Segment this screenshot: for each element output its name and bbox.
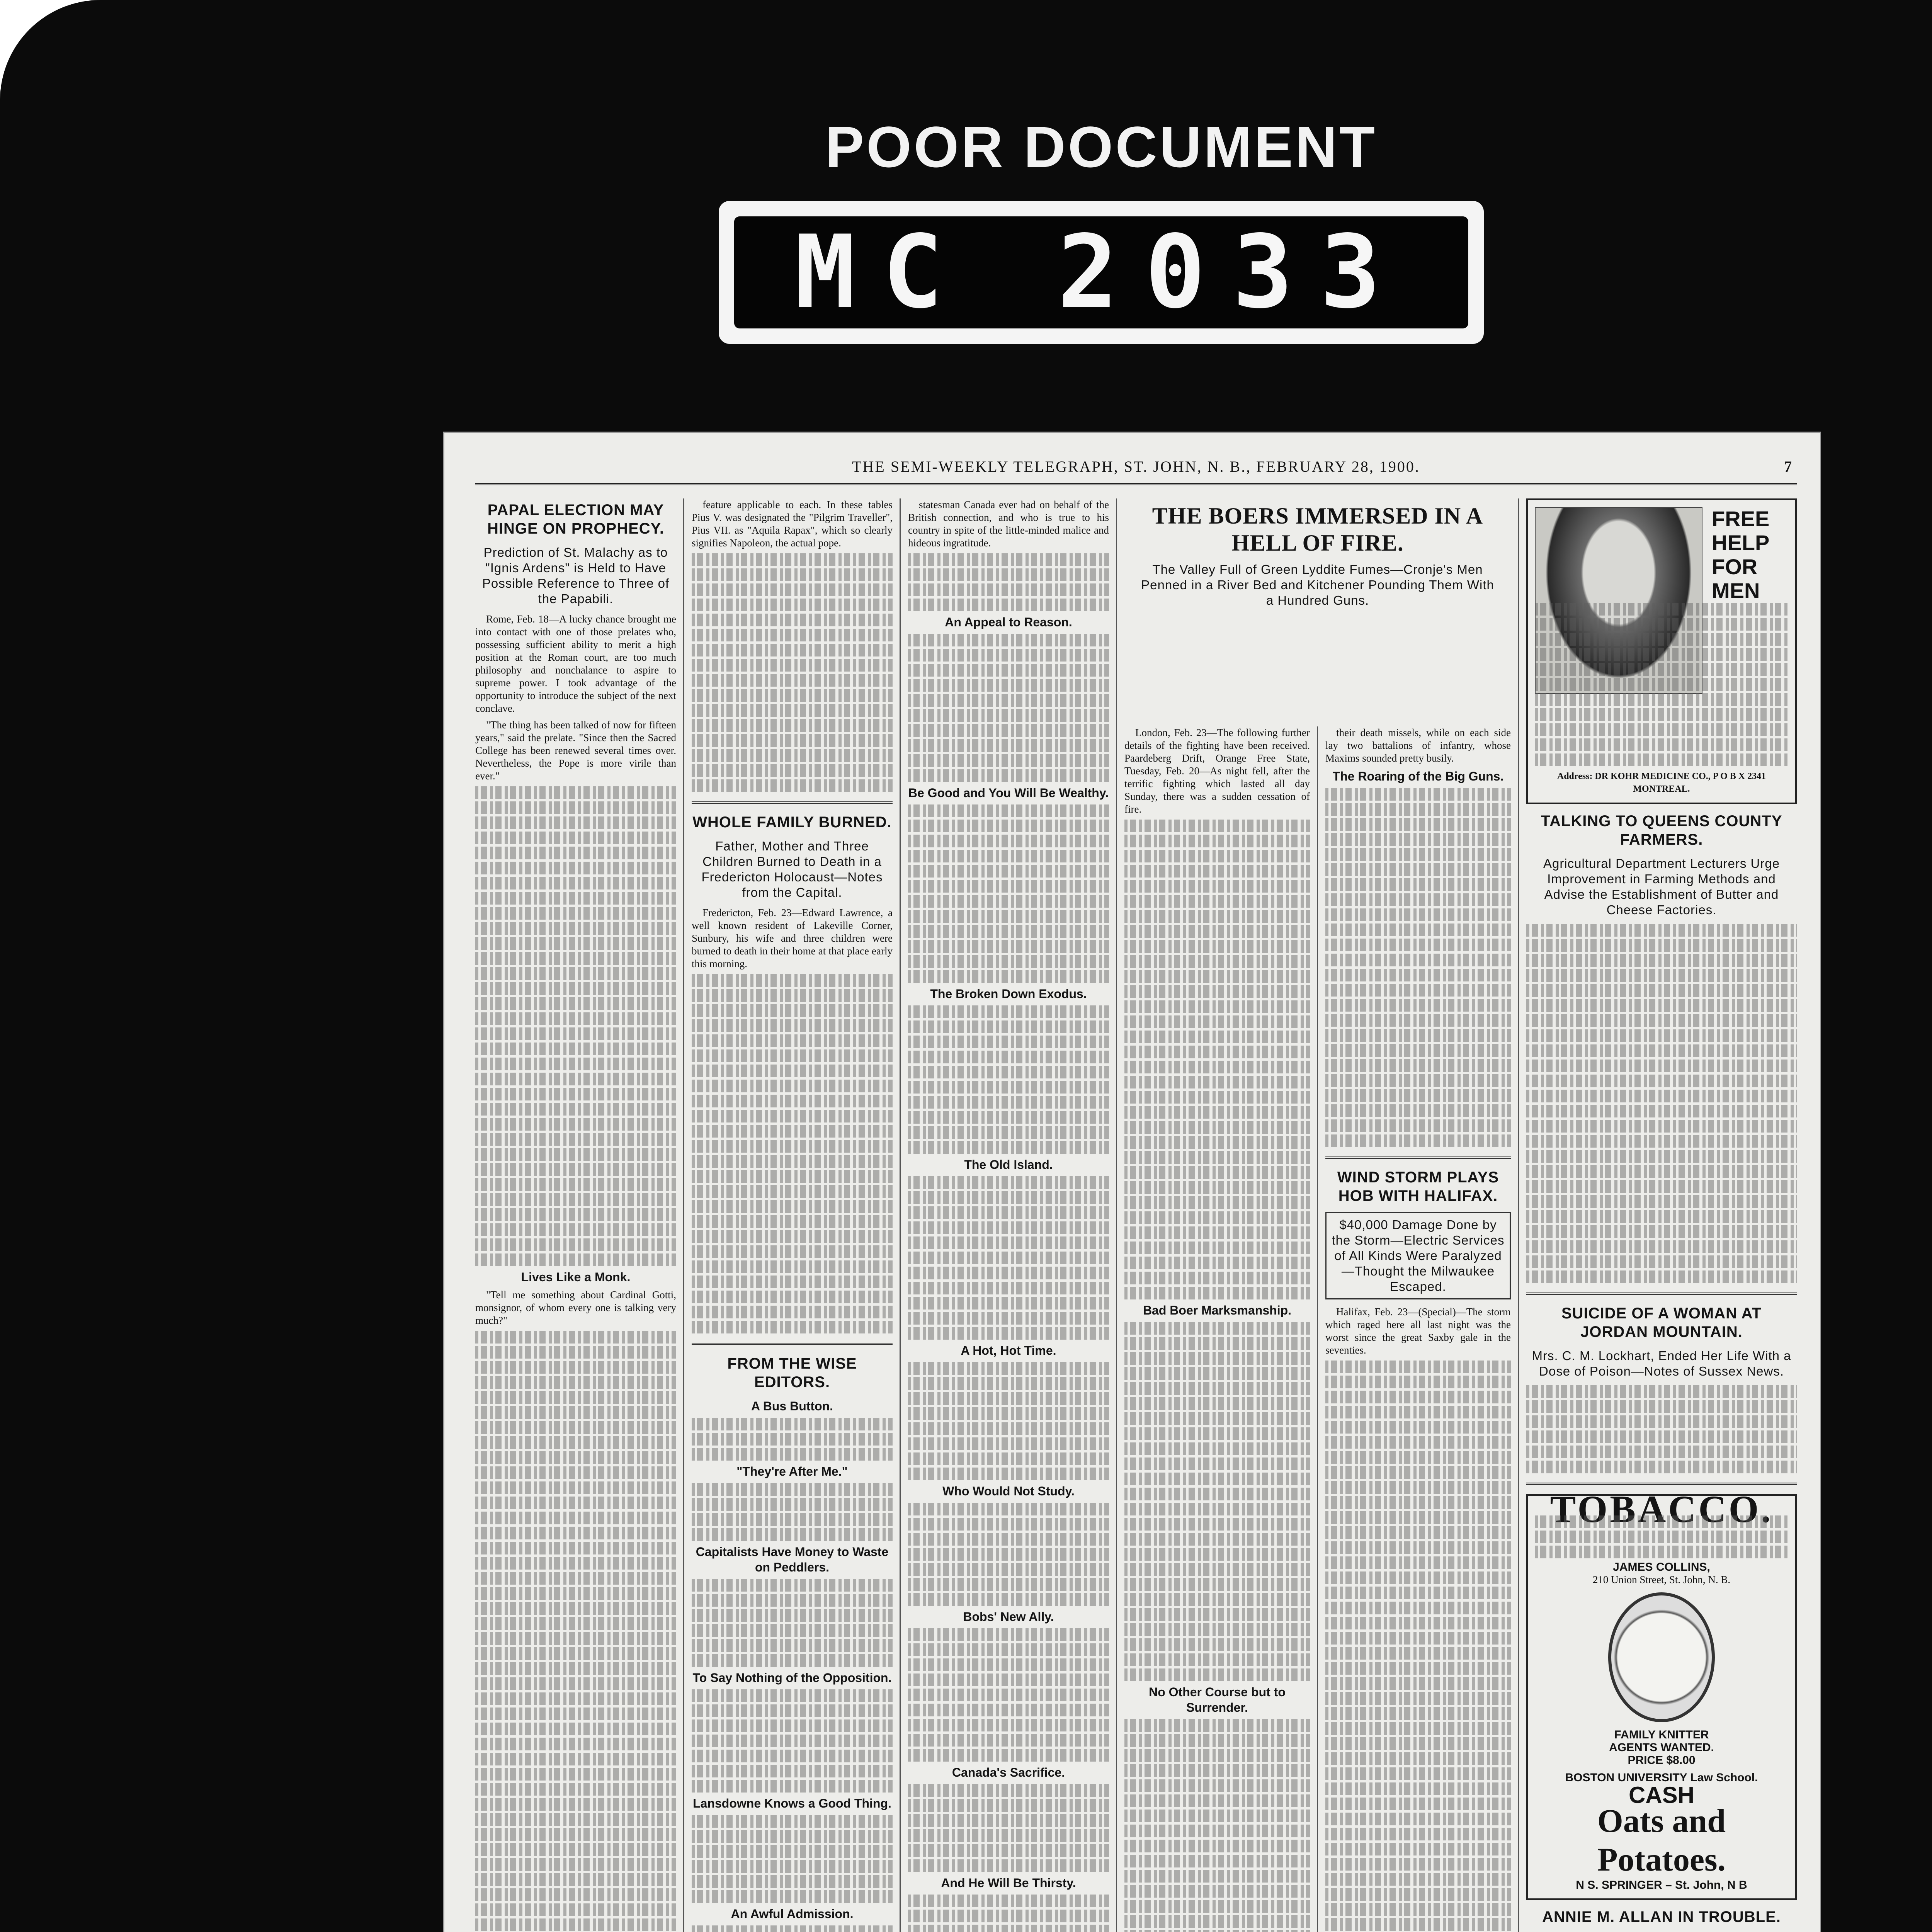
paragraph: statesman Canada ever had on behalf of the British connection, and who is true to his country in spite of the little-minded malice and hideous ingratitude. — [908, 499, 1109, 549]
paragraph: their death missels, while on each side lay two battalions of infantry, whose Maxims sounded pretty busily. — [1325, 727, 1511, 764]
paragraph: feature applicable to each. In these tables Pius V. was designated the "Pilgrim Traveller", Pius VII. as "Aquila Rapax", which so clearly signifies Napoleon, the actual pope. — [692, 499, 893, 549]
masthead-title: THE SEMI-WEEKLY TELEGRAPH, ST. JOHN, N. B., FEBRUARY 28, 1900. — [852, 458, 1420, 475]
column-rule — [1317, 726, 1318, 1932]
divider — [1325, 1156, 1511, 1159]
illegible-text — [692, 553, 893, 792]
subheading: Bobs' New Ally. — [963, 1610, 1054, 1624]
headline: ANNIE M. ALLAN IN TROUBLE. — [1542, 1908, 1781, 1925]
agents-wanted: AGENTS WANTED. — [1609, 1741, 1714, 1754]
boston-university: BOSTON UNIVERSITY Law School. — [1565, 1771, 1758, 1784]
watch-image — [1608, 1592, 1715, 1722]
column-4 — [1124, 726, 1310, 1932]
subheading: No Other Course but to Surrender. — [1149, 1685, 1286, 1714]
oats-potatoes-title: Oats and Potatoes. — [1597, 1802, 1726, 1878]
advertisement-title: TOBACCO. — [1550, 1488, 1773, 1531]
headline: FROM THE WISE EDITORS. — [727, 1355, 857, 1391]
divider — [1526, 1293, 1797, 1295]
divider — [1526, 1483, 1797, 1485]
illegible-text — [692, 974, 893, 1333]
subheading: A Hot, Hot Time. — [961, 1344, 1056, 1357]
subheading: Who Would Not Study. — [942, 1484, 1075, 1498]
subheading: Canada's Sacrifice. — [952, 1765, 1065, 1779]
newspaper-page — [444, 433, 1820, 1932]
headline: SUICIDE OF A WOMAN AT JORDAN MOUNTAIN. — [1561, 1305, 1762, 1340]
subheading: The Broken Down Exodus. — [930, 987, 1087, 1001]
deck: Prediction of St. Malachy as to "Ignis Ardens" is Held to Have Possible Reference to Three of the Papabili. — [482, 545, 670, 606]
subheading: The Roaring of the Big Guns. — [1332, 769, 1504, 783]
paragraph: "The thing has been talked of now for fifteen years," said the prelate. "Since then the Sacred College has been renewed several times over. Nevertheless, the Pope is more virile than ever." — [475, 719, 676, 782]
paragraph: "Tell me something about Cardinal Gotti, monsignor, of whom every one is talking very much?" — [475, 1289, 676, 1326]
poor-document-label: POOR DOCUMENT — [825, 114, 1377, 179]
headline: WHOLE FAMILY BURNED. — [692, 814, 892, 831]
headline: THE BOERS IMMERSED IN A HELL OF FIRE. — [1152, 503, 1483, 556]
illegible-text — [475, 786, 676, 1266]
subheading: Capitalists Have Money to Waste on Peddlers. — [696, 1545, 889, 1574]
advertisement-address: Address: DR KOHR MEDICINE CO., P O B X 2341 MONTREAL. — [1557, 771, 1766, 794]
subheading: An Appeal to Reason. — [945, 615, 1072, 629]
divider — [692, 1343, 893, 1345]
deck: Mrs. C. M. Lockhart, Ended Her Life With a Dose of Poison—Notes of Sussex News. — [1532, 1349, 1791, 1378]
dealer-name: N S. SPRINGER – St. John, N B — [1576, 1879, 1747, 1891]
subheading: An Awful Admission. — [731, 1907, 854, 1921]
tobacco-advertisement — [1526, 1488, 1797, 1900]
paragraph: London, Feb. 23—The following further details of the fighting have been received. Paardeberg Drift, Orange Free State, Tuesday, Feb. 20—As night fell, after the terrific fighting which lasted all day Sunday, there was a sudden cessation of fire. — [1124, 727, 1310, 815]
subheading: Lives Like a Monk. — [521, 1270, 631, 1284]
column-6 — [1526, 498, 1797, 1932]
boers-headline-area — [1124, 498, 1511, 715]
knitter-title: FAMILY KNITTER — [1614, 1728, 1709, 1741]
column-3 — [908, 498, 1109, 1932]
column-rule — [1116, 498, 1117, 1932]
subheading: And He Will Be Thirsty. — [941, 1876, 1076, 1890]
column-rule — [900, 498, 901, 1932]
merchant-name: JAMES COLLINS, — [1613, 1561, 1710, 1573]
subheading: Lansdowne Knows a Good Thing. — [693, 1796, 891, 1810]
subheading: The Old Island. — [964, 1158, 1053, 1172]
cash-label: CASH — [1628, 1782, 1694, 1808]
subheading: "They're After Me." — [736, 1464, 848, 1478]
subheading: To Say Nothing of the Opposition. — [692, 1671, 892, 1685]
page-number: 7 — [1784, 458, 1793, 475]
free-help-advertisement — [1526, 498, 1797, 804]
headline: PAPAL ELECTION MAY HINGE ON PROPHECY. — [487, 502, 665, 537]
column-1 — [475, 498, 676, 1932]
column-rule — [1518, 498, 1519, 1932]
paragraph: Halifax, Feb. 23—(Special)—The storm which raged here all last night was the worst since the great Saxby gale in the seventies. — [1325, 1306, 1511, 1356]
knitter-price: PRICE $8.00 — [1628, 1754, 1696, 1767]
headline: WIND STORM PLAYS HOB WITH HALIFAX. — [1337, 1169, 1499, 1204]
column-5 — [1325, 726, 1511, 1932]
merchant-address: 210 Union Street, St. John, N. B. — [1592, 1574, 1731, 1585]
deck: The Valley Full of Green Lyddite Fumes—Cronje's Men Penned in a River Bed and Kitchener Pounding Them With a Hundred Guns. — [1141, 562, 1494, 607]
deck: $40,000 Damage Done by the Storm—Electric Services of All Kinds Were Paralyzed—Thought the Milwaukee Escaped. — [1325, 1212, 1511, 1299]
masthead — [475, 456, 1797, 485]
film-code: MC 2033 — [734, 216, 1468, 328]
column-rule — [683, 498, 684, 1932]
paragraph: Rome, Feb. 18—A lucky chance brought me into contact with one of those prelates who, possessing sufficient ability to merit a high position at the Roman court, are too much philosophy and nonchalance to aspire to supreme power. I took advantage of the opportunity to introduce the subject of the next conclave. — [475, 613, 676, 714]
deck: Agricultural Department Lecturers Urge Improvement in Farming Methods and Advise the Establishment of Butter and Cheese Factories. — [1543, 856, 1780, 917]
column-2 — [692, 498, 893, 1932]
film-code-plate — [719, 201, 1484, 344]
divider — [692, 801, 893, 804]
subheading: A Bus Button. — [751, 1399, 833, 1413]
subheading: Bad Boer Marksmanship. — [1143, 1303, 1292, 1317]
headline: TALKING TO QUEENS COUNTY FARMERS. — [1541, 813, 1782, 848]
advertisement-title: FREE HELP FOR MEN — [1712, 507, 1770, 603]
illegible-text — [475, 1331, 676, 1932]
paragraph: Fredericton, Feb. 23—Edward Lawrence, a well known resident of Lakeville Corner, Sunbury, his wife and three children were burned to death in their home at that place early this morning. — [692, 907, 893, 969]
subheading: Be Good and You Will Be Wealthy. — [908, 786, 1109, 800]
deck: Father, Mother and Three Children Burned to Death in a Fredericton Holocaust—Notes from the Capital. — [701, 839, 883, 900]
